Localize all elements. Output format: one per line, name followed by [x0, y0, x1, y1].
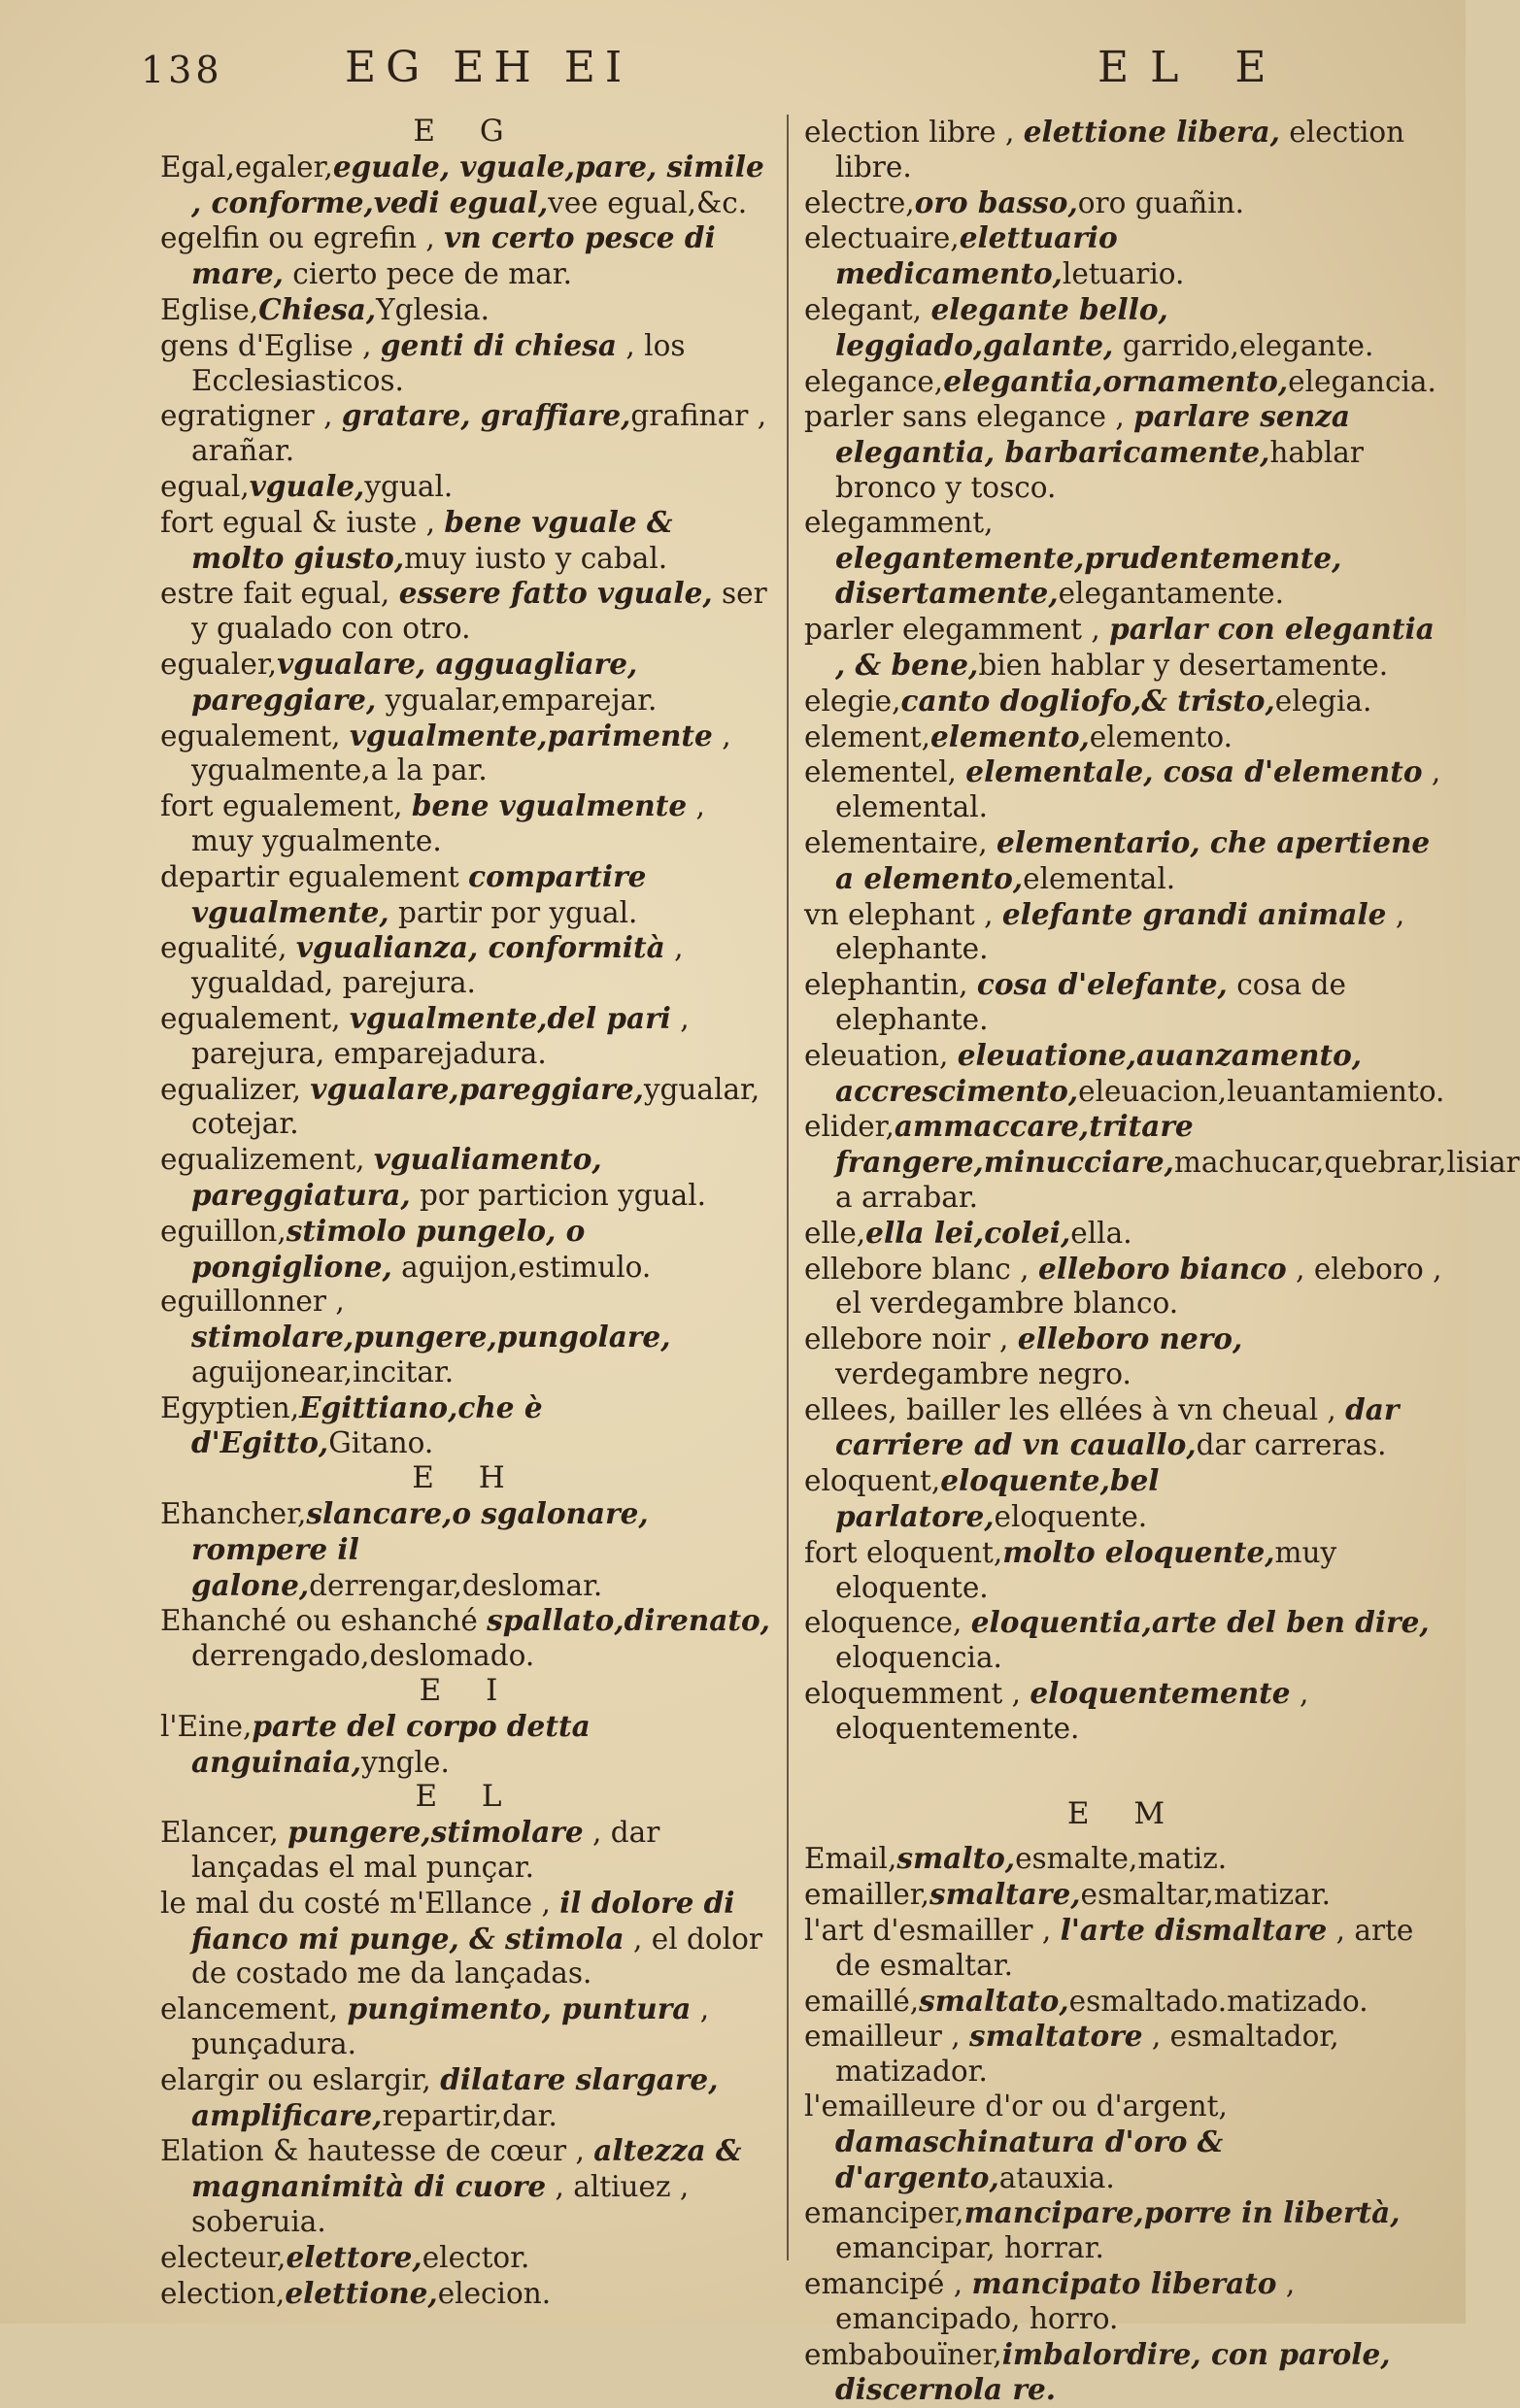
entry-text: l'Eine, — [160, 1709, 253, 1743]
dictionary-entry — [804, 1463, 1445, 1535]
dictionary-entry — [804, 2195, 1445, 2266]
dictionary-entry — [804, 967, 1445, 1038]
entry-text: eloquence, — [804, 1606, 971, 1640]
entry-text: , elemental. — [835, 755, 1441, 824]
dictionary-entry — [160, 1496, 774, 1603]
dictionary-entry — [804, 1605, 1445, 1676]
entry-text: emanciper, — [804, 2196, 964, 2230]
entry-text: ellees, bailler les ellées à vn cheual , — [804, 1392, 1346, 1426]
italian-translation: vgualmente,del pari — [349, 1000, 671, 1035]
italian-translation: parte del corpo detta anguinaia, — [191, 1708, 591, 1779]
entry-text: , dar lançadas el mal punçar. — [191, 1816, 660, 1885]
entry-text: vee egual,&c. — [548, 185, 748, 219]
section-heading: E H — [412, 1460, 523, 1496]
italian-translation: elementario, che apertiene a elemento, — [835, 824, 1431, 895]
dictionary-entry — [804, 115, 1445, 185]
entry-text: egratigner , — [160, 399, 342, 433]
entry-text: elemental. — [1023, 861, 1176, 895]
italian-translation: slancare,o sgalonare, rompere il galone, — [191, 1496, 649, 1602]
entry-text: , esmaltador, matizador. — [835, 2020, 1339, 2089]
entry-text: dar carreras. — [1196, 1428, 1387, 1462]
italian-translation: pungimento, puntura — [347, 1991, 692, 2026]
italian-translation: bene vguale & molto giusto, — [191, 504, 673, 575]
entry-text: egualer, — [160, 647, 278, 681]
entry-text: grafinar , arañar. — [191, 399, 767, 468]
entry-text: elegie, — [804, 684, 901, 718]
dictionary-entry — [804, 1392, 1445, 1464]
dictionary-entry — [160, 1886, 774, 1991]
entry-text: aguijonear,incitar. — [191, 1354, 455, 1388]
entry-text: elegance, — [804, 364, 944, 398]
dictionary-entry — [160, 1285, 774, 1389]
italian-translation: dar carriere ad vn cauallo, — [835, 1391, 1400, 1462]
italian-translation: spallato,direnato, — [487, 1603, 770, 1638]
entry-text: emancipar, horrar. — [835, 2231, 1104, 2265]
entry-text: por particion ygual. — [410, 1178, 707, 1212]
entry-text: Ehanché ou eshanché — [160, 1604, 488, 1638]
right-running-title: EL E — [1098, 43, 1288, 92]
page-header — [141, 43, 1446, 111]
entry-text: eloquencia. — [835, 1641, 1002, 1675]
italian-translation: elettuario medicamento, — [835, 220, 1118, 291]
italian-translation: elleboro nero, — [1017, 1321, 1243, 1356]
entry-text: eguillonner , — [160, 1285, 345, 1319]
entry-text: gens d'Eglise , — [160, 328, 381, 362]
italian-translation: vgualare,pareggiare, — [310, 1071, 644, 1106]
entry-text: esmalte,matiz. — [1015, 1842, 1228, 1876]
entry-text: elegancia. — [1288, 364, 1436, 398]
entry-text: letuario. — [1062, 257, 1185, 291]
entry-text: muy eloquente. — [835, 1535, 1337, 1604]
entry-text: machucar,quebrar,lisiar a arrabar. — [835, 1146, 1520, 1214]
dictionary-entry — [804, 1877, 1445, 1913]
entry-text: egualement, — [160, 1001, 350, 1035]
dictionary-entry — [804, 506, 1445, 612]
dictionary-entry — [804, 364, 1445, 400]
entry-text: election libre , — [804, 116, 1024, 149]
entry-text: elephantin, — [804, 968, 977, 1002]
italian-translation: gratare, graffiare, — [341, 398, 631, 433]
italian-translation: pungere,stimolare — [287, 1815, 584, 1850]
section-heading: E L — [415, 1779, 520, 1815]
italian-translation: vgualare, agguagliare, pareggiare, — [191, 646, 638, 717]
entry-text: , eloquentemente. — [835, 1677, 1309, 1745]
italian-translation: vn certo pesce di mare, — [191, 220, 716, 291]
entry-text: parler elegamment , — [804, 613, 1110, 647]
entry-text: egualizement, — [160, 1143, 374, 1177]
entry-text: ellebore blanc , — [804, 1252, 1038, 1286]
dictionary-entry — [160, 1390, 774, 1462]
entry-text: parler sans elegance , — [804, 400, 1134, 434]
italian-translation: smaltare, — [929, 1877, 1081, 1912]
dictionary-entry — [160, 1072, 774, 1143]
italian-translation: eloquentemente — [1030, 1676, 1291, 1711]
page-number: 138 — [141, 49, 223, 91]
entry-text: , ygualmente,a la par. — [191, 719, 731, 787]
dictionary-entry — [160, 930, 774, 1001]
entry-text: , el dolor de costado me da lançadas. — [191, 1922, 762, 1990]
dictionary-entry — [160, 788, 774, 859]
entry-text: departir egualement — [160, 859, 469, 893]
entry-text: Yglesia. — [376, 292, 490, 326]
entry-text: eleuacion,leuantamiento. — [1078, 1074, 1445, 1108]
entry-text: elementel, — [804, 755, 966, 789]
italian-translation: vgualmente,parimente — [349, 718, 713, 752]
dictionary-entry — [160, 2062, 774, 2134]
dictionary-entry — [160, 1001, 774, 1072]
italian-translation: altezza & magnanimità di cuore — [191, 2133, 742, 2204]
dictionary-entry — [804, 897, 1445, 968]
italian-translation: elettione libera, — [1023, 115, 1280, 149]
italian-translation: smaltatore — [969, 2019, 1143, 2054]
entry-text: elider, — [804, 1110, 895, 1144]
entry-text: fort eloquent, — [804, 1535, 1003, 1569]
entry-text: cosa de elephante. — [835, 968, 1346, 1036]
entry-text: ella. — [1070, 1216, 1132, 1250]
column-divider — [787, 115, 789, 2260]
entry-text: , eleboro , el verdegambre blanco. — [835, 1252, 1442, 1321]
entry-text: elector. — [422, 2240, 530, 2274]
entry-text: egualité, — [160, 931, 296, 965]
dictionary-entry — [160, 1709, 774, 1781]
dictionary-entry — [160, 150, 774, 221]
italian-translation: elettione, — [285, 2275, 438, 2310]
section-heading: E M — [1066, 1795, 1183, 1831]
entry-text: ygual. — [364, 469, 454, 503]
entry-text: ygualar,emparejar. — [376, 683, 658, 717]
entry-text: repartir,dar. — [382, 2098, 557, 2132]
italian-translation: smaltato, — [919, 1983, 1069, 2018]
entry-text: egualement, — [160, 719, 350, 752]
entry-text: verdegambre negro. — [835, 1356, 1132, 1390]
entry-text: yngle. — [361, 1745, 450, 1779]
dictionary-entry — [160, 469, 774, 505]
entry-text: emancipé , — [804, 2267, 972, 2301]
section-heading: E G — [413, 114, 522, 149]
entry-text: , parejura, emparejadura. — [191, 1001, 690, 1070]
italian-translation: parlar con elegantia , & bene, — [835, 612, 1435, 682]
right-column — [804, 115, 1520, 2408]
italian-translation: elegantia,ornamento, — [943, 363, 1289, 398]
entry-text: atauxia. — [998, 2160, 1115, 2194]
entry-text: election libre. — [835, 116, 1405, 184]
entry-text: aguijon,estimulo. — [391, 1250, 652, 1284]
entry-text: , ygualdad, parejura. — [191, 931, 684, 1000]
dictionary-entry — [804, 1913, 1445, 1984]
italian-translation: Egittiano,che è d'Egitto, — [191, 1389, 543, 1460]
dictionary-entry — [160, 292, 774, 328]
entry-text: cierto pece de mar. — [283, 257, 573, 291]
dictionary-entry — [804, 1038, 1445, 1110]
italian-translation: cosa d'elefante, — [976, 967, 1228, 1002]
italian-translation: ammaccare,tritare frangere,minucciare, — [835, 1109, 1194, 1180]
entry-text: elegantamente. — [1058, 577, 1284, 611]
italian-translation: stimolo pungelo, o pongiglione, — [191, 1213, 586, 1284]
entry-text: estre fait egual, — [160, 577, 399, 611]
entry-text: derrengar,deslomar. — [309, 1568, 603, 1602]
entry-text: Gitano. — [328, 1426, 434, 1460]
entry-text: embabouïner, — [804, 2337, 1002, 2371]
italian-translation: ella lei,colei, — [865, 1215, 1071, 1250]
entry-text: muy iusto y cabal. — [404, 541, 668, 575]
italian-translation: mancipato liberato — [971, 2266, 1277, 2301]
entry-text: esmaltado.matizado. — [1068, 1984, 1368, 2018]
entry-text: partir por ygual. — [388, 895, 638, 929]
entry-text: Elancer, — [160, 1816, 288, 1850]
entry-text: vn elephant , — [804, 897, 1002, 931]
entry-text: Ehancher, — [160, 1497, 307, 1531]
entry-text: l'art d'esmailler , — [804, 1914, 1061, 1948]
dictionary-entry — [804, 2090, 1445, 2195]
italian-translation: elegantemente,prudentemente, disertamente, — [835, 540, 1342, 611]
entry-text: egualizer, — [160, 1072, 311, 1106]
dictionary-entry — [160, 1815, 774, 1886]
italian-translation: eloquentia,arte del ben dire, — [970, 1605, 1430, 1640]
dictionary-entry — [160, 505, 774, 577]
entry-text: , elephante. — [835, 897, 1405, 966]
dictionary-entry — [160, 220, 774, 292]
entry-text: elancement, — [160, 1992, 348, 2026]
entry-text: , emancipado, horro. — [835, 2267, 1296, 2335]
entry-text: Email, — [804, 1842, 897, 1876]
italian-translation: parlare senza elegantia, barbaricamente, — [835, 399, 1351, 470]
entry-text: elegia. — [1274, 684, 1372, 718]
entry-text: bien hablar y desertamente. — [978, 648, 1389, 682]
dictionary-entry — [804, 220, 1445, 292]
italian-translation: elementale, cosa d'elemento — [965, 754, 1423, 789]
dictionary-entry — [804, 185, 1445, 221]
entry-text: l'emailleure d'or ou d'argent, — [804, 2090, 1228, 2124]
entry-text: ygualar, cotejar. — [191, 1072, 760, 1141]
entry-text: derrengado,deslomado. — [191, 1639, 535, 1673]
dictionary-entry — [804, 825, 1445, 897]
dictionary-entry — [804, 612, 1445, 684]
entry-text: emaillé, — [804, 1984, 920, 2018]
dictionary-entry — [804, 2266, 1445, 2337]
entry-text: element, — [804, 719, 931, 753]
entry-text: electeur, — [160, 2240, 287, 2274]
italian-translation: compartire vgualmente, — [191, 858, 647, 929]
entry-text: elementaire, — [804, 825, 996, 859]
entry-text: ellebore noir , — [804, 1322, 1018, 1356]
entry-text: fort egual & iuste , — [160, 505, 445, 539]
entry-text: eleuation, — [804, 1038, 958, 1072]
entry-text: egual, — [160, 469, 250, 503]
dictionary-entry — [804, 754, 1445, 825]
italian-translation: imbalordire, con parole, discernola re. — [835, 2336, 1391, 2407]
dictionary-entry — [804, 2019, 1445, 2090]
dictionary-entry — [804, 1676, 1445, 1747]
italian-translation: vgualiamento, pareggiatura, — [191, 1142, 602, 1212]
dictionary-entry — [160, 1214, 774, 1286]
entry-text: garrido,elegante. — [1113, 328, 1374, 362]
entry-text: Egal,egaler, — [160, 150, 333, 184]
left-column — [160, 115, 774, 2311]
italian-translation: vguale, — [249, 468, 365, 503]
italian-translation: essere fatto vguale, — [398, 576, 713, 611]
dictionary-entry — [804, 1984, 1445, 2020]
dictionary-entry — [804, 292, 1445, 364]
dictionary-entry — [160, 859, 774, 931]
dictionary-entry — [804, 1535, 1445, 1606]
dictionary-entry — [160, 576, 774, 647]
entry-text: elecion. — [437, 2276, 552, 2310]
entry-text: elargir ou eslargir, — [160, 2062, 441, 2096]
dictionary-entry — [160, 2276, 774, 2312]
entry-text: , altiuez , soberuia. — [191, 2170, 690, 2239]
italian-translation: mancipare,porre in libertà, — [963, 2195, 1401, 2230]
entry-text: egelfin ou egrefin , — [160, 221, 445, 255]
italian-translation: smalto, — [896, 1841, 1016, 1876]
dictionary-entry — [160, 328, 774, 399]
italian-translation: l'arte dismaltare — [1060, 1913, 1328, 1948]
italian-translation: molto eloquente, — [1002, 1534, 1275, 1569]
dictionary-entry — [160, 2240, 774, 2276]
italian-translation: Chiesa, — [258, 291, 377, 326]
dictionary-entry — [804, 1216, 1445, 1252]
italian-translation: elefante grandi animale — [1001, 896, 1387, 931]
entry-text: fort egualement, — [160, 789, 412, 823]
entry-text: , muy ygualmente. — [191, 789, 705, 857]
entry-text: electre, — [804, 185, 915, 219]
entry-text: elegant, — [804, 292, 931, 326]
entry-text: , punçadura. — [191, 1992, 710, 2061]
entry-text: , los Ecclesiasticos. — [191, 328, 686, 397]
italian-translation: vgualianza, conformità — [295, 930, 665, 965]
dictionary-entry — [160, 2133, 774, 2239]
italian-translation: stimolare,pungere,pungolare, — [191, 1320, 671, 1354]
dictionary-entry — [160, 1991, 774, 2062]
italian-translation: elettore, — [286, 2239, 422, 2274]
dictionary-entry — [160, 1603, 774, 1674]
entry-text: le mal du costé m'Ellance , — [160, 1886, 560, 1920]
entry-text: Egyptien, — [160, 1390, 300, 1424]
entry-text: oro guañin. — [1077, 185, 1245, 219]
italian-translation: elegante bello, leggiado,galante, — [835, 291, 1168, 362]
entry-text: election, — [160, 2276, 286, 2310]
dictionary-entry — [160, 719, 774, 789]
dictionary-entry — [804, 1109, 1520, 1215]
entry-text: emailler, — [804, 1878, 930, 1912]
dictionary-entry — [160, 647, 774, 719]
italian-translation: genti di chiesa — [380, 327, 618, 362]
italian-translation: eloquente,bel parlatore, — [835, 1463, 1160, 1534]
italian-translation: il dolore di fianco mi punge, & stimola — [191, 1885, 735, 1956]
entry-text: Eglise, — [160, 292, 259, 326]
italian-translation: bene vgualmente — [411, 788, 688, 823]
entry-text: eloquente. — [994, 1500, 1148, 1534]
italian-translation: oro basso, — [914, 184, 1078, 219]
entry-text: eloquent, — [804, 1464, 941, 1498]
entry-text: Elation & hautesse de cœur , — [160, 2134, 594, 2168]
entry-text: esmaltar,matizar. — [1080, 1878, 1331, 1912]
italian-translation: eleuatione,auanzamento, accrescimento, — [835, 1037, 1363, 1108]
italian-translation: canto dogliofo,& tristo, — [900, 683, 1275, 718]
entry-text: eloquemment , — [804, 1677, 1030, 1711]
italian-translation: dilatare slargare, amplificare, — [191, 2061, 719, 2132]
entry-text: eguillon, — [160, 1214, 287, 1248]
dictionary-entry — [804, 1841, 1445, 1877]
entry-text: ser y gualado con otro. — [191, 577, 767, 646]
dictionary-entry — [804, 1252, 1445, 1322]
italian-translation: elleboro bianco — [1037, 1251, 1287, 1286]
entry-text: elle, — [804, 1216, 866, 1250]
entry-text: emailleur , — [804, 2020, 970, 2054]
dictionary-entry — [160, 398, 774, 469]
entry-text: hablar bronco y tosco. — [835, 436, 1364, 504]
dictionary-entry — [804, 1321, 1445, 1392]
dictionary-entry — [804, 719, 1445, 755]
italian-translation: damaschinatura d'oro & d'argento, — [835, 2124, 1224, 2194]
dictionary-entry — [804, 2337, 1445, 2408]
dictionary-entry — [160, 1142, 774, 1214]
italian-translation: eguale, vguale,pare, simile , conforme,vedi egual, — [191, 149, 764, 219]
entry-text: elemento. — [1089, 719, 1233, 753]
italian-translation: elemento, — [930, 719, 1090, 753]
entry-text: electuaire, — [804, 221, 960, 255]
entry-text: , arte de esmaltar. — [835, 1914, 1414, 1982]
entry-text: elegamment, — [804, 505, 994, 539]
dictionary-entry — [804, 399, 1445, 505]
dictionary-entry — [804, 684, 1445, 719]
left-running-title: EG EH EI — [345, 43, 632, 92]
section-heading: E I — [419, 1673, 516, 1709]
